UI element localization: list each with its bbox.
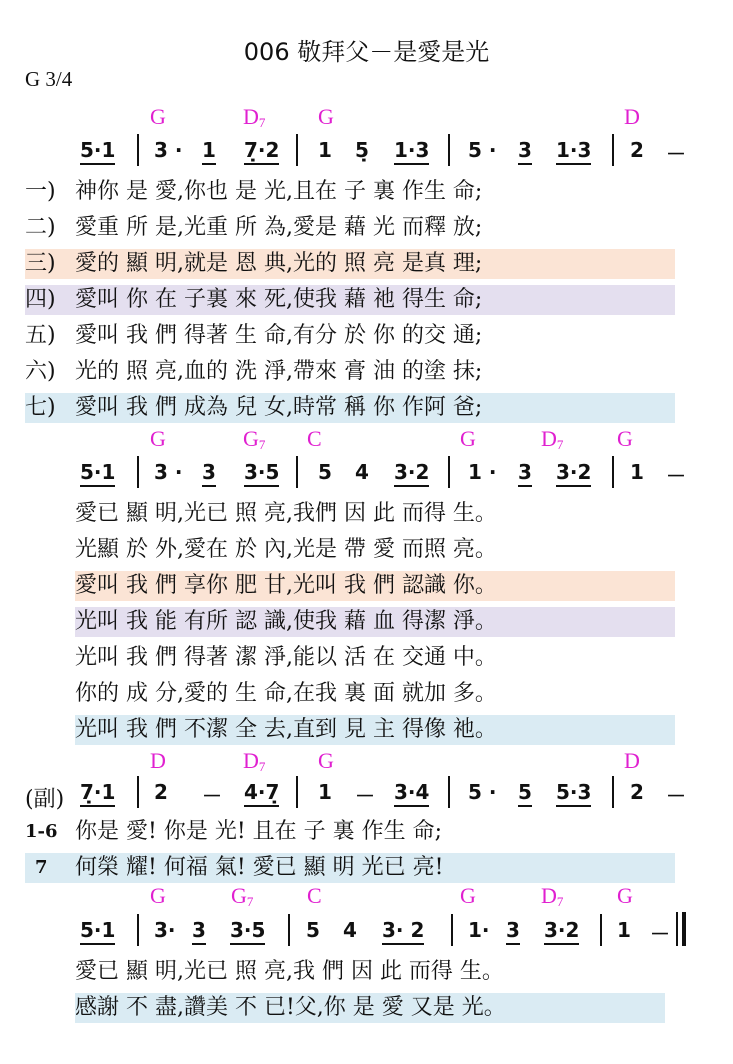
bar-line	[296, 776, 298, 808]
note-group: 3	[518, 460, 532, 487]
bar-line	[448, 134, 450, 166]
note-group: 3	[506, 918, 520, 945]
bar-line	[612, 134, 614, 166]
hymn-title: 006 敬拜父－是愛是光	[243, 38, 490, 66]
note-group: 5	[318, 460, 332, 484]
chord-symbol: G	[460, 883, 476, 908]
chord-symbol: C	[307, 883, 322, 908]
bar-line	[296, 134, 298, 166]
note-group: 5̣	[355, 138, 369, 162]
note-group: 3· 2	[382, 918, 424, 945]
bar-line	[600, 914, 602, 946]
bar-line	[288, 914, 290, 946]
note-group: 5·1	[80, 138, 115, 165]
note-group: 5 ·	[468, 138, 497, 162]
note-group: 3·2	[394, 460, 429, 487]
chorus-line: 你的 成 分,愛的 生 命,在我 裏 面 就加 多。	[75, 681, 497, 706]
note-group: 4	[343, 918, 357, 942]
note-group: 2	[154, 780, 168, 804]
chord-symbol: $D_7$	[541, 426, 564, 452]
chord-symbol: C	[307, 426, 322, 451]
chorus-line: 光叫 我 們 不潔 全 去,直到 見 主 得像 祂。	[75, 715, 675, 745]
notation-line-4	[0, 918, 733, 954]
bar-line	[448, 776, 450, 808]
note-group: 3 ·	[154, 138, 183, 162]
verse-line: 一) 神你 是 愛,你也 是 光,且在 子 裏 作生 命;	[25, 179, 483, 204]
final-barline-thin	[676, 912, 678, 946]
refrain-line: 7 何榮 耀! 何福 氣! 愛已 顯 明 光已 亮!	[25, 853, 675, 883]
verse-line: 三) 愛的 顯 明,就是 恩 典,光的 照 亮 是真 理;	[25, 249, 675, 279]
chord-symbol: G	[460, 426, 476, 451]
chorus-line: 愛已 顯 明,光已 照 亮,我們 因 此 而得 生。	[75, 501, 497, 526]
note-group: 4	[355, 460, 369, 484]
note-group: 5·1	[80, 918, 115, 945]
verse-line: 二) 愛重 所 是,光重 所 為,愛是 藉 光 而釋 放;	[25, 215, 483, 240]
chord-symbol: G	[150, 883, 166, 908]
bar-line	[448, 456, 450, 488]
chord-line-2	[0, 426, 733, 452]
note-group: 1	[318, 780, 332, 804]
verse-line: 七) 愛叫 我 們 成為 兒 女,時常 稱 你 作阿 爸;	[25, 393, 675, 423]
verse-line: 六) 光的 照 亮,血的 洗 淨,帶來 膏 油 的塗 抹;	[25, 359, 483, 384]
refrain-label: (副)	[25, 787, 65, 812]
note-group: 3·2	[544, 918, 579, 945]
chord-symbol: $D_7$	[541, 883, 564, 909]
note-group: 3	[518, 138, 532, 165]
notation-line-1	[0, 138, 733, 174]
notation-line-2	[0, 460, 733, 496]
note-group: 3·4	[394, 780, 429, 807]
chord-symbol: G	[318, 104, 334, 129]
note-group: 1	[318, 138, 332, 162]
note-group: －	[666, 142, 686, 166]
note-group: 5 ·	[468, 780, 497, 804]
bar-line	[137, 914, 139, 946]
chord-symbol: $G_7$	[243, 426, 266, 452]
note-group: 5·1	[80, 460, 115, 487]
chord-line-3	[0, 748, 733, 774]
chord-symbol: G	[318, 748, 334, 773]
notation-line-3	[0, 780, 733, 816]
chord-symbol: D	[150, 748, 166, 773]
note-group: 1	[630, 460, 644, 484]
note-group: 3 ·	[154, 460, 183, 484]
chord-symbol: D	[624, 104, 640, 129]
note-group: 1	[617, 918, 631, 942]
key-signature: G 3/4	[25, 67, 73, 91]
bar-line	[296, 456, 298, 488]
note-group: －	[650, 922, 670, 946]
bar-line	[137, 134, 139, 166]
note-group: 3·2	[556, 460, 591, 487]
refrain-line: 1-6 你是 愛! 你是 光! 且在 子 裏 作生 命;	[25, 819, 443, 844]
note-group: 5	[306, 918, 320, 942]
chorus-line: 愛叫 我 們 享你 肥 甘,光叫 我 們 認識 你。	[75, 571, 675, 601]
chord-symbol: G	[150, 426, 166, 451]
bar-line	[612, 456, 614, 488]
note-group: 2	[630, 780, 644, 804]
chorus-line: 光叫 我 能 有所 認 識,使我 藉 血 得潔 淨。	[75, 607, 675, 637]
bar-line	[137, 456, 139, 488]
chord-line-1	[0, 104, 733, 130]
final-line: 感謝 不 盡,讚美 不 已!父,你 是 愛 又是 光。	[75, 993, 665, 1023]
note-group: 1·3	[556, 138, 591, 165]
note-group: －	[666, 784, 686, 808]
note-group: 2	[630, 138, 644, 162]
note-group: 1·3	[394, 138, 429, 165]
note-group: 7̣·2	[244, 138, 279, 165]
bar-line	[612, 776, 614, 808]
note-group: 3	[192, 918, 206, 945]
note-group: 4·7̣	[244, 780, 279, 807]
note-group: －	[355, 784, 375, 808]
chord-symbol: D	[624, 748, 640, 773]
chorus-line: 光叫 我 們 得著 潔 淨,能以 活 在 交通 中。	[75, 645, 497, 670]
final-barline-thick	[682, 912, 686, 946]
verse-line: 四) 愛叫 你 在 子裏 來 死,使我 藉 祂 得生 命;	[25, 285, 675, 315]
verse-line: 五) 愛叫 我 們 得著 生 命,有分 於 你 的交 通;	[25, 323, 483, 348]
chord-symbol: G	[617, 426, 633, 451]
chorus-line: 光顯 於 外,愛在 於 內,光是 帶 愛 而照 亮。	[75, 537, 497, 562]
chord-symbol: $D_7$	[243, 748, 266, 774]
bar-line	[451, 914, 453, 946]
note-group: 1 ·	[468, 460, 497, 484]
chord-line-4	[0, 883, 733, 909]
note-group: 5	[518, 780, 532, 807]
note-group: 5·3	[556, 780, 591, 807]
note-group: －	[666, 464, 686, 488]
note-group: 3·5	[230, 918, 265, 945]
note-group: 1·	[468, 918, 490, 942]
note-group: 1	[202, 138, 216, 165]
chord-symbol: G	[150, 104, 166, 129]
final-line: 愛已 顯 明,光已 照 亮,我 們 因 此 而得 生。	[75, 959, 504, 984]
chord-symbol: G	[617, 883, 633, 908]
chord-symbol: $G_7$	[231, 883, 254, 909]
note-group: 3·5	[244, 460, 279, 487]
note-group: －	[202, 784, 222, 808]
note-group: 3	[202, 460, 216, 487]
bar-line	[137, 776, 139, 808]
note-group: 7̣·1	[80, 780, 115, 807]
note-group: 3·	[154, 918, 176, 942]
chord-symbol: $D_7$	[243, 104, 266, 130]
